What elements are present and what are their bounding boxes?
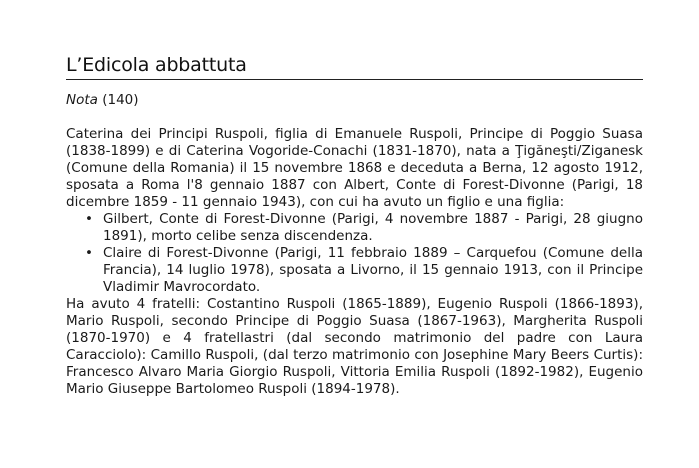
bullet-icon: • (85, 245, 93, 261)
title-divider (66, 79, 643, 80)
list-item (85, 245, 643, 296)
page-title: L’Edicola abbattuta (66, 54, 247, 76)
bullet-icon: • (85, 211, 93, 227)
note-body (66, 126, 643, 398)
note-label: Nota (66, 92, 98, 108)
siblings-paragraph: Ha avuto 4 fratelli: Costantino Ruspoli (1865-1889), Eugenio Ruspoli (1866-1893), Mario Ruspoli, secondo Principe di Poggio Suasa (1867-1963), Margherita Ruspoli (1870-1970) e 4 fratellastri (dal secondo matrimonio del padre con Laura Caracciolo): Camillo Ruspoli, (dal terzo matrimonio con Josephine Mary Beers Curtis): Francesco Alvaro Maria Giorgio Ruspoli, Vittoria Emilia Ruspoli (1892-1982), Eugenio Mario Giuseppe Bartolomeo Ruspoli (1894-1978). (66, 296, 643, 397)
list-item-text: Claire di Forest-Divonne (Parigi, 11 febbraio 1889 – Carquefou (Comune della Francia), 14 luglio 1978), sposata a Livorno, il 15 gennaio 1913, con il Principe Vladimir Mavrocordato. (103, 245, 643, 295)
intro-paragraph: Caterina dei Principi Ruspoli, figlia di Emanuele Ruspoli, Principe di Poggio Suasa (1838-1899) e di Caterina Vogoride-Conachi (1831-1870), nata a Ţigăneşti/Ziganesk (Comune della Romania) il 15 novembre 1868 e deceduta a Berna, 12 agosto 1912, sposata a Roma l'8 gennaio 1887 con Albert, Conte di Forest-Divonne (Parigi, 18 dicembre 1859 - 11 gennaio 1943), con cui ha avuto un figlio e una figlia: (66, 126, 643, 210)
children-list (66, 211, 643, 296)
note-heading (66, 92, 139, 109)
note-number: (140) (102, 92, 139, 108)
list-item-text: Gilbert, Conte di Forest-Divonne (Parigi, 4 novembre 1887 - Parigi, 28 giugno 1891), morto celibe senza discendenza. (103, 211, 643, 244)
list-item (85, 211, 643, 245)
